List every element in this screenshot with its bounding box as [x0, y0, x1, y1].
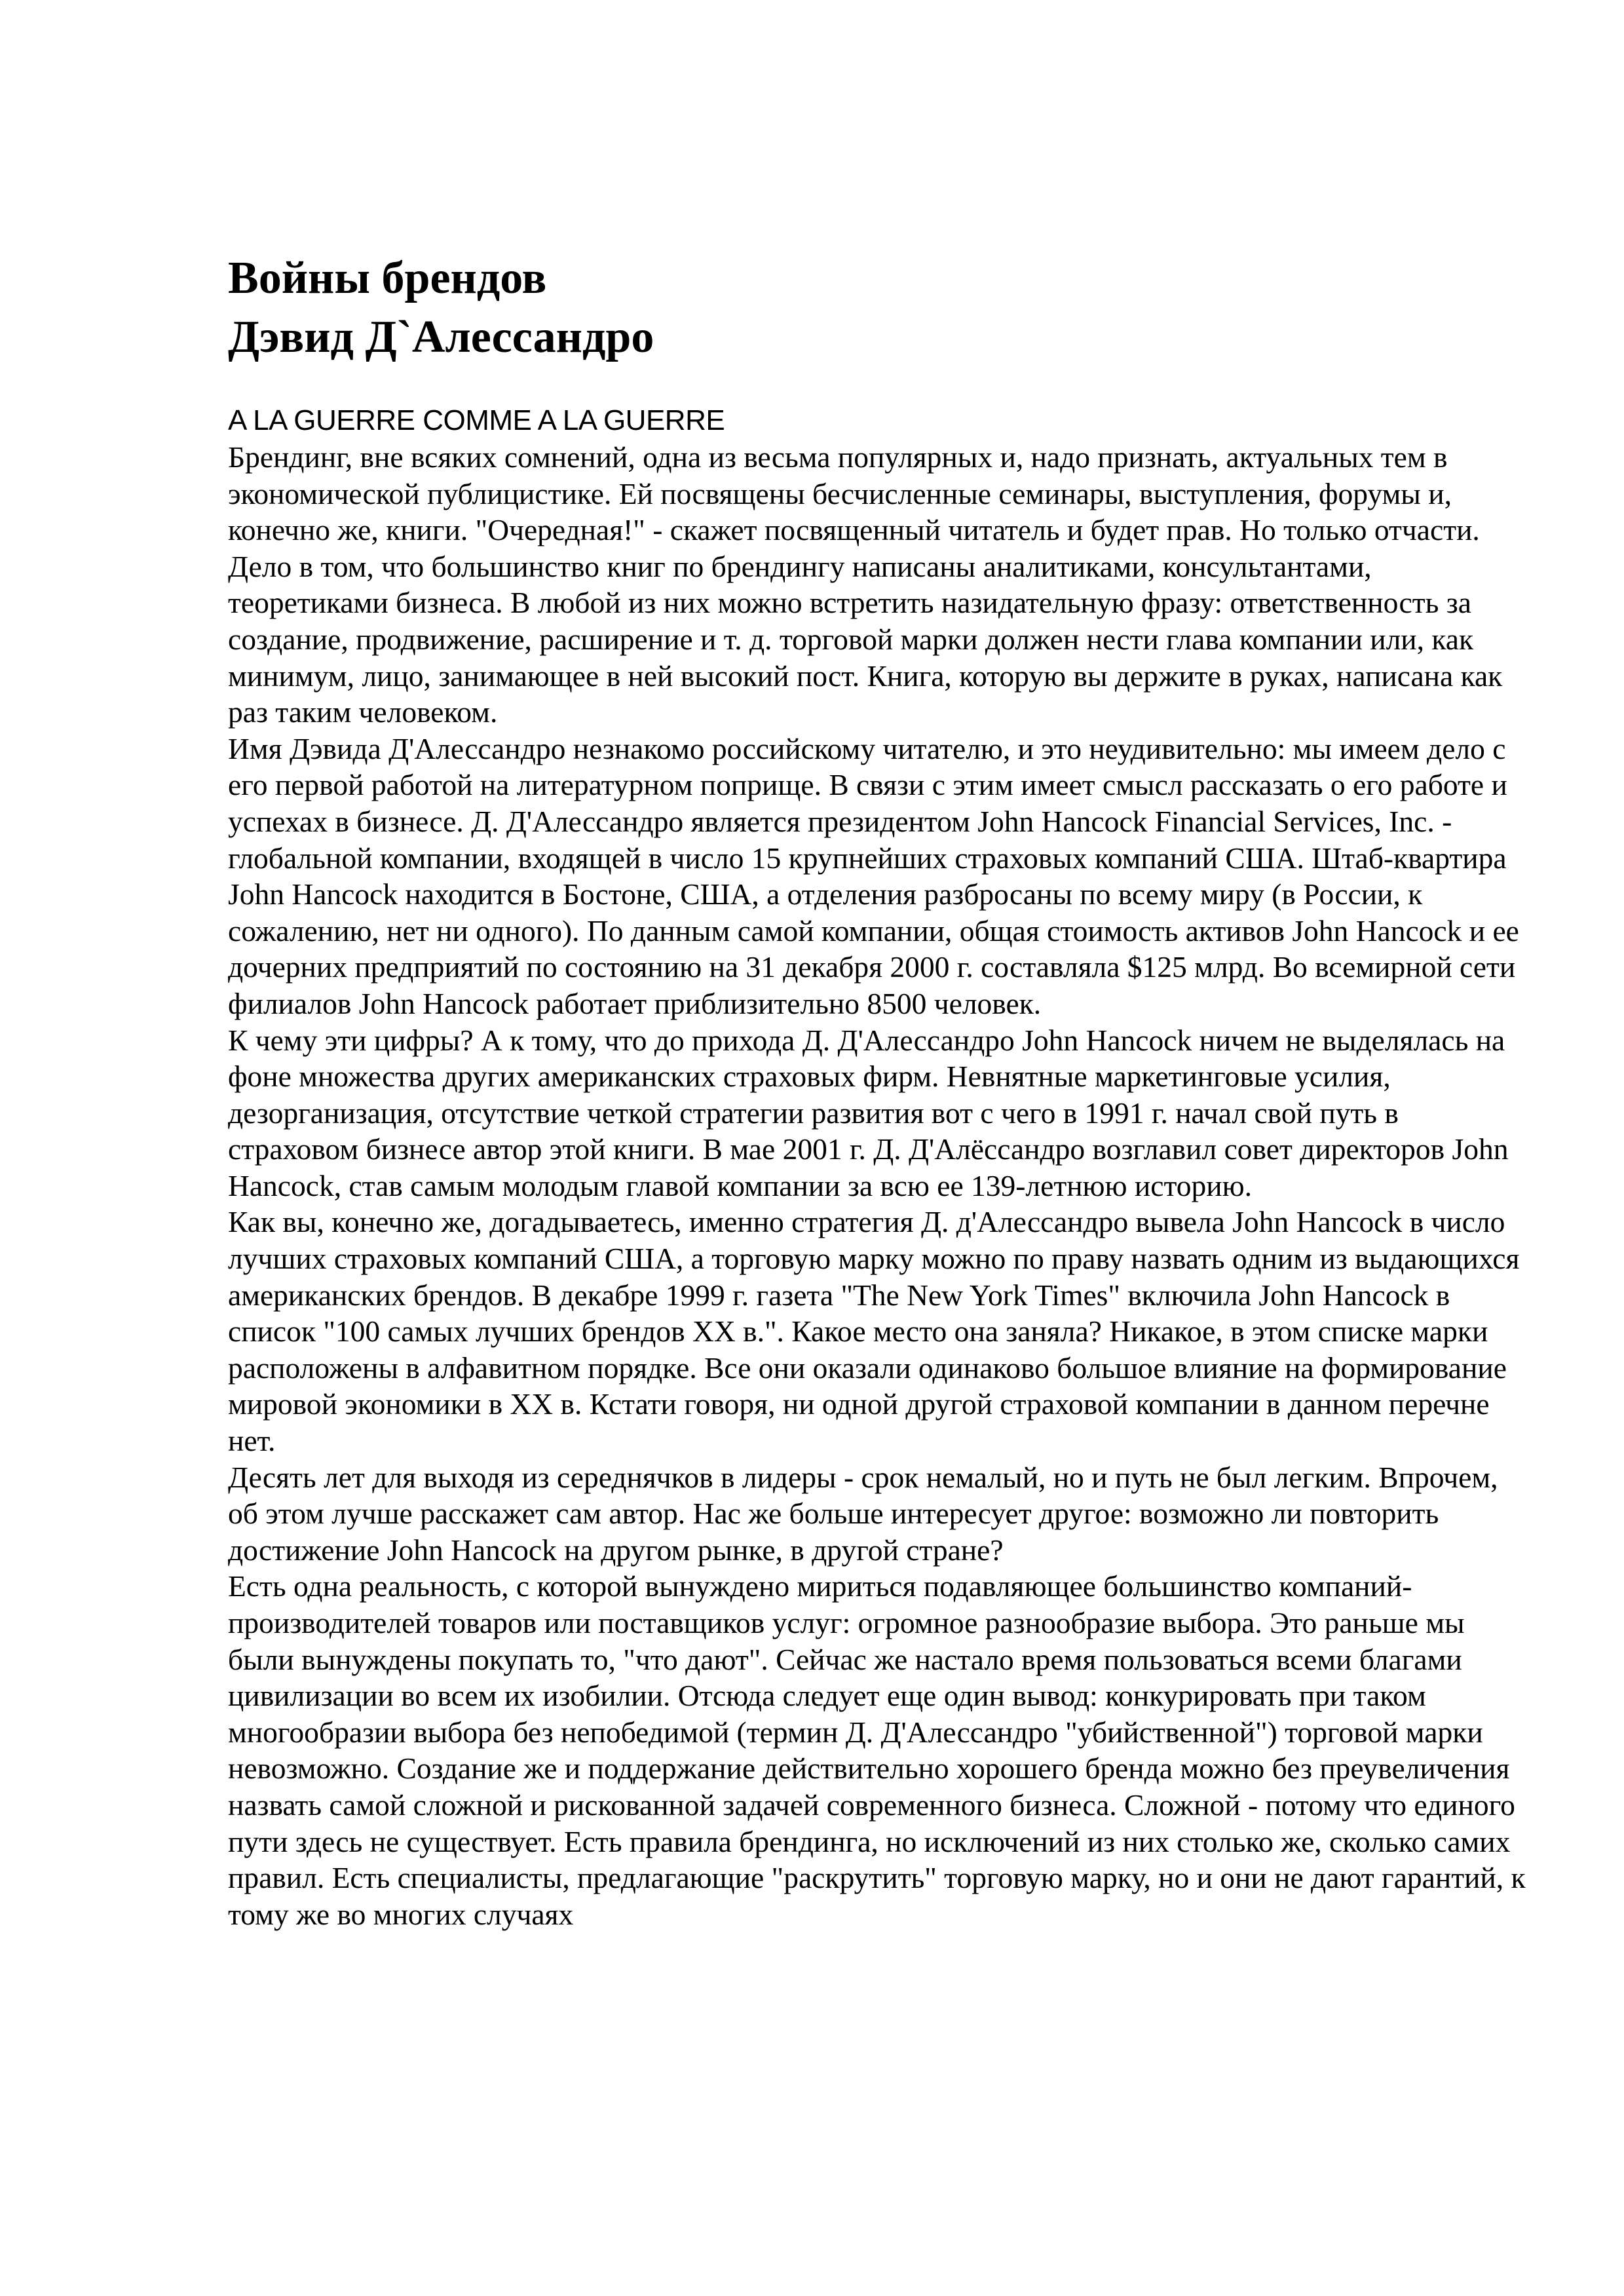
paragraph: Как вы, конечно же, догадываетесь, именно стратегия Д. д'Алессандро вывела John Hancock в число лучших страховых компаний США, а торговую марку можно по праву назвать одним из выдающихся американских брендов. В декабре 1999 г. газета "The New York Times" включила John Hancock в список "100 самых лучших брендов XX в.". Какое место она заняла? Никакое, в этом списке марки расположены в алфавитном порядке. Все они оказали одинаково большое влияние на формирование мировой экономики в XX в. Кстати говоря, ни одной другой страховой компании в данном перечне нет.: [228, 1205, 1520, 1458]
paragraph: Дело в том, что большинство книг по брендингу написаны аналитиками, консультантами, теоретиками бизнеса. В любой из них можно встретить назидательную фразу: ответственность за создание, продвижение, расширение и т. д. торговой марки должен нести глава компании или, как минимум, лицо, занимающее в ней высокий пост. Книга, которую вы держите в руках, написана как раз таким человеком.: [228, 549, 1503, 729]
section-heading: A LA GUERRE COMME A LA GUERRE: [228, 404, 725, 436]
paragraph: Десять лет для выходя из середнячков в лидеры - срок немалый, но и путь не был легким. Впрочем, об этом лучше расскажет сам автор. Нас же больше интересует другое: возможно ли повторить достижение John Hancock на другом рынке, в другой стране?: [228, 1460, 1498, 1567]
book-title: [228, 249, 1532, 367]
document-body: [228, 439, 1532, 1932]
paragraph: Есть одна реальность, с которой вынуждено мириться подавляющее большинство компаний-производителей товаров или поставщиков услуг: огромное разнообразие выбора. Это раньше мы были вынуждены покупать то, "что дают". Сейчас же настало время пользоваться всеми благами цивилизации во всем их изобилии. Отсюда следует еще один вывод: конкурировать при таком многообразии выбора без непобедимой (термин Д. Д'Алессандро "убийственной") торговой марки невозможно. Создание же и поддержание действительно хорошего бренда можно без преувеличения назвать самой сложной и рискованной задачей современного бизнеса. Сложной - потому что единого пути здесь не существует. Есть правила брендинга, но исключений из них столько же, сколько самих правил. Есть специалисты, предлагающие "раскрутить" торговую марку, но и они не дают гарантий, к тому же во многих случаях: [228, 1569, 1526, 1931]
title-line-author: Дэвид Д`Алессандро: [228, 312, 654, 362]
paragraph: Брендинг, вне всяких сомнений, одна из весьма популярных и, надо признать, актуальных тем в экономической публицистике. Ей посвящены бесчисленные семинары, выступления, форумы и, конечно же, книги. "Очередная!" - скажет посвященный читатель и будет прав. Но только отчасти.: [228, 440, 1480, 547]
paragraph: К чему эти цифры? А к тому, что до прихода Д. Д'Алессандро John Hancock ничем не выделялась на фоне множества других американских страховых фирм. Невнятные маркетинговые усилия, дезорганизация, отсутствие четкой стратегии развития вот с чего в 1991 г. начал свой путь в страховом бизнесе автор этой книги. В мае 2001 г. Д. Д'Алёссандро возглавил совет директоров John Hancock, став самым молодым главой компании за всю ее 139-летнюю историю.: [228, 1023, 1509, 1202]
title-line-book: Войны брендов: [228, 253, 547, 303]
document-page: [228, 249, 1532, 1932]
paragraph: Имя Дэвида Д'Алессандро незнакомо российскому читателю, и это неудивительно: мы имеем дело с его первой работой на литературном поприще. В связи с этим имеет смысл рассказать о его работе и успехах в бизнесе. Д. Д'Алессандро является президентом John Hancock Financial Services, Inc. - глобальной компании, входящей в число 15 крупнейших страховых компаний США. Штаб-квартира John Hancock находится в Бостоне, США, а отделения разбросаны по всему миру (в России, к сожалению, нет ни одного). По данным самой компании, общая стоимость активов John Hancock и ее дочерних предприятий по состоянию на 31 декабря 2000 г. составляла $125 млрд. Во всемирной сети филиалов John Hancock работает приблизительно 8500 человек.: [228, 731, 1519, 1020]
